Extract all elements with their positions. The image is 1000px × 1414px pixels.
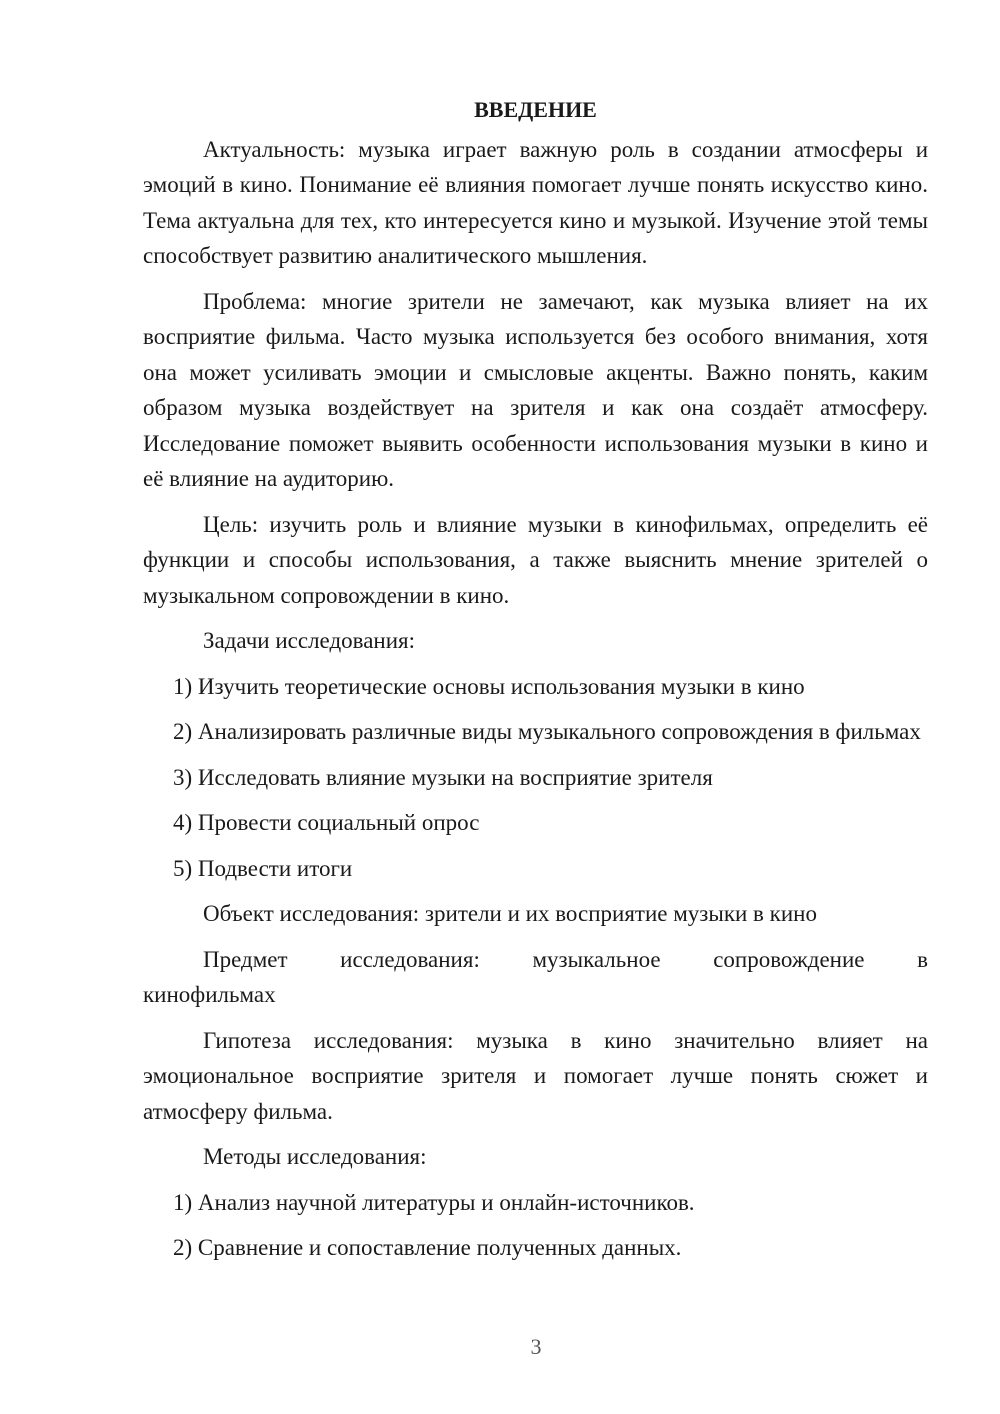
tasks-heading: Задачи исследования: [203, 628, 416, 653]
goal-paragraph: Цель: изучить роль и влияние музыки в кинофильмах, определить её функции и способы использования, а также выяснить мнение зрителей о музыкальном сопровождении в кино. [143, 511, 928, 608]
method-item: 1) Анализ научной литературы и онлайн-источников. [173, 1189, 695, 1215]
methods-heading: Методы исследования: [203, 1144, 427, 1169]
task-item: 2) Анализировать различные виды музыкального сопровождения в фильмах [173, 719, 921, 744]
problem-paragraph: Проблема: многие зрители не замечают, как музыка влияет на их восприятие фильма. Часто музыка используется без особого внимания, хотя она может усиливать эмоции и смысловые акценты. Важно понять, каким образом музыка воздействует на зрителя и как она создаёт атмосферу. Исследование поможет выявить особенности использования музыки в кино и её влияние на аудиторию. [143, 288, 928, 491]
section-title: ВВЕДЕНИЕ [474, 97, 597, 122]
method-item: 2) Сравнение и сопоставление полученных данных. [173, 1235, 682, 1260]
object-paragraph: Объект исследования: зрители и их восприятие музыки в кино [203, 901, 817, 926]
subject-paragraph: Предмет исследования: музыкальное сопровождение в кинофильмах [143, 946, 928, 1007]
relevance-paragraph: Актуальность: музыка играет важную роль в создании атмосферы и эмоций в кино. Понимание её влияния помогает лучше понять искусство кино. Тема актуальна для тех, кто интересуется кино и музыкой. Изучение этой темы способствует развитию аналитического мышления. [143, 136, 928, 268]
task-item: 1) Изучить теоретические основы использования музыки в кино [173, 673, 805, 699]
page-number: 3 [530, 1334, 542, 1359]
task-item: 4) Провести социальный опрос [173, 810, 480, 835]
task-item: 5) Подвести итоги [173, 855, 353, 881]
hypothesis-paragraph: Гипотеза исследования: музыка в кино значительно влияет на эмоциональное восприятие зрителя и помогает лучше понять сюжет и атмосферу фильма. [143, 1027, 928, 1124]
task-item: 3) Исследовать влияние музыки на восприятие зрителя [173, 764, 713, 790]
document-page [143, 92, 928, 1276]
